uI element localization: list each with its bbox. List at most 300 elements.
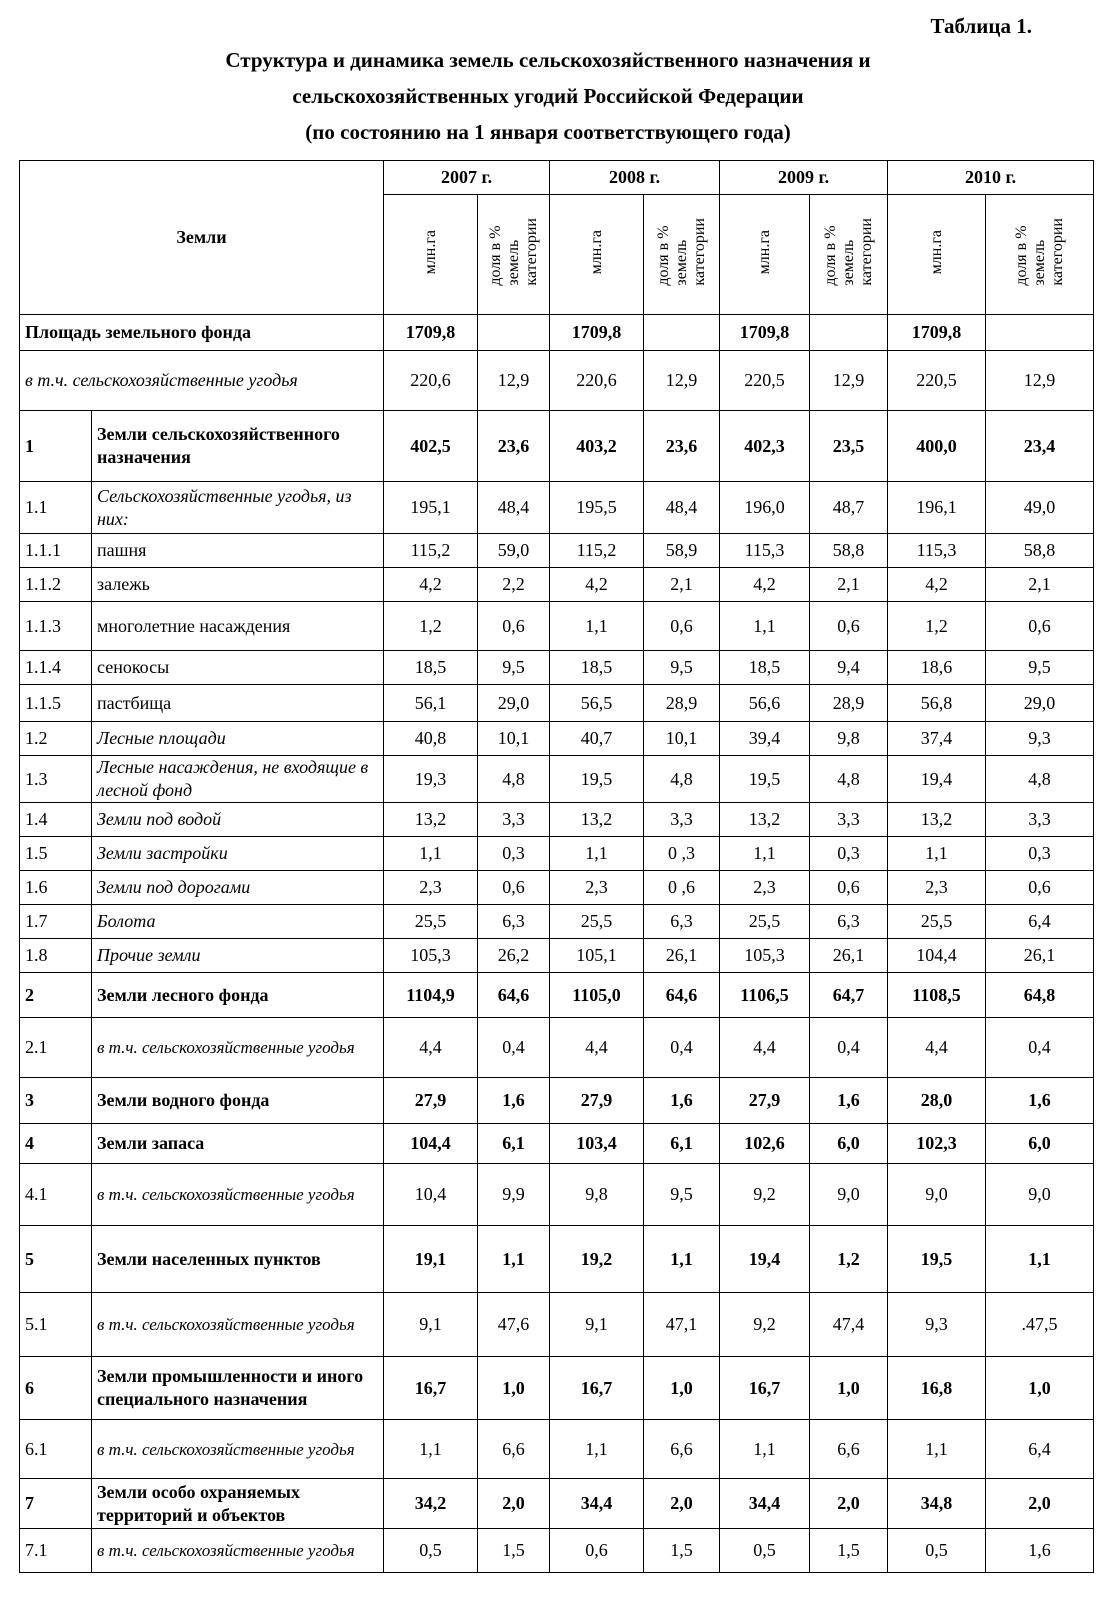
cell-area: 4,4 (550, 1018, 644, 1078)
cell-share (986, 315, 1094, 351)
cell-share: 2,0 (986, 1479, 1094, 1529)
header-unit-share: доля в % земель категории (486, 218, 540, 286)
cell-share: 6,0 (810, 1124, 888, 1164)
row-number: 1 (20, 411, 92, 482)
title-line-1: Структура и динамика земель сельскохозяйственного назначения и (225, 48, 871, 72)
cell-area: 0,5 (720, 1529, 810, 1573)
cell-area: 1,1 (550, 602, 644, 651)
cell-area: 1709,8 (888, 315, 986, 351)
cell-area: 18,6 (888, 651, 986, 685)
cell-area: 102,3 (888, 1124, 986, 1164)
cell-share: 0,4 (478, 1018, 550, 1078)
cell-area: 19,3 (384, 756, 478, 803)
header-unit-area: млн.га (421, 229, 439, 275)
cell-area: 28,0 (888, 1078, 986, 1124)
cell-area: 34,8 (888, 1479, 986, 1529)
cell-share: 9,9 (478, 1164, 550, 1226)
cell-area: 25,5 (384, 905, 478, 939)
cell-area: 1106,5 (720, 973, 810, 1018)
cell-share: 6,0 (986, 1124, 1094, 1164)
cell-area: 115,3 (720, 534, 810, 568)
cell-share (810, 315, 888, 351)
cell-area: 19,2 (550, 1226, 644, 1293)
row-label: пастбища (92, 685, 384, 722)
cell-share: 2,0 (478, 1479, 550, 1529)
cell-area: 19,4 (720, 1226, 810, 1293)
cell-share: 1,5 (644, 1529, 720, 1573)
row-number: 4.1 (20, 1164, 92, 1226)
cell-share: 23,4 (986, 411, 1094, 482)
cell-share: 1,6 (478, 1078, 550, 1124)
cell-area: 56,8 (888, 685, 986, 722)
cell-share: 64,6 (644, 973, 720, 1018)
cell-share: 12,9 (478, 351, 550, 411)
cell-share (644, 315, 720, 351)
cell-area: 1105,0 (550, 973, 644, 1018)
table-row (20, 756, 1094, 803)
row-number: 1.1.5 (20, 685, 92, 722)
row-label: Земли промышленности и иного специального назначения (92, 1357, 384, 1420)
cell-share: 0,4 (644, 1018, 720, 1078)
table-row (20, 411, 1094, 482)
table-row (20, 837, 1094, 871)
cell-share: 12,9 (644, 351, 720, 411)
cell-share: 0,3 (478, 837, 550, 871)
cell-area: 2,3 (550, 871, 644, 905)
row-label: в т.ч. сельскохозяйственные угодья (92, 1529, 384, 1573)
cell-area: 1108,5 (888, 973, 986, 1018)
cell-share: 0,3 (986, 837, 1094, 871)
row-number: 1.3 (20, 756, 92, 803)
cell-share: 26,1 (810, 939, 888, 973)
row-label: многолетние насаждения (92, 602, 384, 651)
cell-share: 1,6 (644, 1078, 720, 1124)
cell-share: 58,8 (810, 534, 888, 568)
cell-share: 0,6 (810, 602, 888, 651)
table-row (20, 1479, 1094, 1529)
table-row (20, 568, 1094, 602)
table-row (20, 973, 1094, 1018)
row-label: в т.ч. сельскохозяйственные угодья (92, 1420, 384, 1479)
cell-share: 6,6 (478, 1420, 550, 1479)
cell-area: 19,1 (384, 1226, 478, 1293)
cell-share: 6,3 (478, 905, 550, 939)
cell-share: 2,0 (810, 1479, 888, 1529)
cell-share: 48,7 (810, 482, 888, 534)
cell-share: 29,0 (478, 685, 550, 722)
row-number: 2 (20, 973, 92, 1018)
cell-area: 1,1 (384, 1420, 478, 1479)
row-label: Сельскохозяйственные угодья, из них: (92, 482, 384, 534)
table-row (20, 1124, 1094, 1164)
cell-share: 9,5 (644, 651, 720, 685)
table-row (20, 534, 1094, 568)
row-number: 5 (20, 1226, 92, 1293)
table-body (20, 315, 1094, 1573)
cell-share: 48,4 (478, 482, 550, 534)
cell-area: 220,6 (384, 351, 478, 411)
row-label: Прочие земли (92, 939, 384, 973)
cell-share: 2,1 (810, 568, 888, 602)
cell-share: 23,5 (810, 411, 888, 482)
cell-share: 1,1 (986, 1226, 1094, 1293)
cell-area: 0,5 (384, 1529, 478, 1573)
table-row (20, 685, 1094, 722)
table-row (20, 803, 1094, 837)
cell-area: 4,2 (720, 568, 810, 602)
cell-share: 0 ,3 (644, 837, 720, 871)
cell-share: 10,1 (478, 722, 550, 756)
cell-share: 64,7 (810, 973, 888, 1018)
table-row (20, 939, 1094, 973)
cell-area: 1,1 (550, 1420, 644, 1479)
cell-share: 58,9 (644, 534, 720, 568)
cell-share: 0,3 (810, 837, 888, 871)
cell-area: 9,3 (888, 1293, 986, 1357)
cell-share: 29,0 (986, 685, 1094, 722)
cell-share: 0,4 (810, 1018, 888, 1078)
row-label: Земли застройки (92, 837, 384, 871)
cell-share: 6,3 (644, 905, 720, 939)
land-structure-table (19, 160, 1094, 1573)
cell-share: 3,3 (644, 803, 720, 837)
cell-area: 402,5 (384, 411, 478, 482)
cell-area: 4,2 (384, 568, 478, 602)
cell-share: 3,3 (810, 803, 888, 837)
cell-share (478, 315, 550, 351)
row-number: 5.1 (20, 1293, 92, 1357)
cell-area: 105,1 (550, 939, 644, 973)
cell-area: 2,3 (720, 871, 810, 905)
header-lands: Земли (20, 161, 384, 315)
row-number: 7.1 (20, 1529, 92, 1573)
cell-share: 1,0 (644, 1357, 720, 1420)
row-number: 1.8 (20, 939, 92, 973)
row-number: 2.1 (20, 1018, 92, 1078)
cell-area: 0,5 (888, 1529, 986, 1573)
cell-share: 9,4 (810, 651, 888, 685)
cell-share: 1,1 (478, 1226, 550, 1293)
cell-share: 1,2 (810, 1226, 888, 1293)
cell-area: 10,4 (384, 1164, 478, 1226)
cell-area: 19,5 (720, 756, 810, 803)
table-row (20, 651, 1094, 685)
table-row (20, 1293, 1094, 1357)
row-label: Болота (92, 905, 384, 939)
table-row (20, 1529, 1094, 1573)
cell-share: 23,6 (478, 411, 550, 482)
cell-share: 6,4 (986, 1420, 1094, 1479)
row-label: Земли под дорогами (92, 871, 384, 905)
table-row (20, 1018, 1094, 1078)
row-label: Земли водного фонда (92, 1078, 384, 1124)
table-row (20, 1164, 1094, 1226)
cell-area: 115,2 (384, 534, 478, 568)
cell-share: 47,1 (644, 1293, 720, 1357)
cell-area: 39,4 (720, 722, 810, 756)
cell-area: 9,8 (550, 1164, 644, 1226)
cell-area: 1,2 (384, 602, 478, 651)
cell-share: 1,0 (810, 1357, 888, 1420)
cell-share: 26,1 (644, 939, 720, 973)
table-row (20, 1420, 1094, 1479)
cell-area: 9,1 (384, 1293, 478, 1357)
cell-area: 40,7 (550, 722, 644, 756)
cell-share: 1,0 (986, 1357, 1094, 1420)
cell-share: 9,5 (644, 1164, 720, 1226)
cell-share: 48,4 (644, 482, 720, 534)
row-number: 1.7 (20, 905, 92, 939)
cell-area: 1,1 (720, 602, 810, 651)
cell-area: 34,4 (550, 1479, 644, 1529)
cell-area: 4,2 (550, 568, 644, 602)
row-number: 4 (20, 1124, 92, 1164)
table-row (20, 482, 1094, 534)
cell-share: 6,1 (644, 1124, 720, 1164)
cell-area: 13,2 (550, 803, 644, 837)
row-number: 6 (20, 1357, 92, 1420)
cell-area: 18,5 (384, 651, 478, 685)
cell-area: 1,2 (888, 602, 986, 651)
cell-area: 27,9 (550, 1078, 644, 1124)
cell-share: 9,0 (986, 1164, 1094, 1226)
cell-area: 16,7 (550, 1357, 644, 1420)
row-number: 7 (20, 1479, 92, 1529)
cell-area: 4,4 (384, 1018, 478, 1078)
row-label: Лесные площади (92, 722, 384, 756)
cell-area: 1709,8 (720, 315, 810, 351)
cell-share: 12,9 (810, 351, 888, 411)
table-number: Таблица 1. (930, 14, 1032, 38)
cell-area: 1,1 (550, 837, 644, 871)
row-number: 1.1.3 (20, 602, 92, 651)
table-row (20, 315, 1094, 351)
cell-area: 34,2 (384, 1479, 478, 1529)
cell-area: 25,5 (550, 905, 644, 939)
row-label: Земли под водой (92, 803, 384, 837)
cell-share: 1,6 (810, 1078, 888, 1124)
cell-share: 47,4 (810, 1293, 888, 1357)
header-year-2007: 2007 г. (384, 161, 550, 195)
header-unit-share: доля в % земель категории (821, 218, 875, 286)
cell-share: 2,1 (986, 568, 1094, 602)
cell-area: 1,1 (720, 1420, 810, 1479)
cell-area: 104,4 (384, 1124, 478, 1164)
cell-share: 28,9 (644, 685, 720, 722)
header-unit-share: доля в % земель категории (654, 218, 708, 286)
cell-area: 13,2 (384, 803, 478, 837)
cell-share: 64,8 (986, 973, 1094, 1018)
cell-area: 9,0 (888, 1164, 986, 1226)
cell-area: 403,2 (550, 411, 644, 482)
row-number: 1.1.1 (20, 534, 92, 568)
row-label: в т.ч. сельскохозяйственные угодья (92, 1293, 384, 1357)
cell-share: 6,6 (644, 1420, 720, 1479)
cell-area: 4,4 (888, 1018, 986, 1078)
row-number: 1.1 (20, 482, 92, 534)
cell-share: 26,1 (986, 939, 1094, 973)
cell-share: 3,3 (986, 803, 1094, 837)
header-year-2010: 2010 г. (888, 161, 1094, 195)
cell-share: 0,6 (986, 871, 1094, 905)
cell-share: 4,8 (478, 756, 550, 803)
cell-area: 220,5 (888, 351, 986, 411)
cell-area: 105,3 (384, 939, 478, 973)
cell-area: 1709,8 (384, 315, 478, 351)
table-row (20, 351, 1094, 411)
cell-share: 1,6 (986, 1078, 1094, 1124)
cell-area: 19,5 (888, 1226, 986, 1293)
row-number: 1.1.4 (20, 651, 92, 685)
table-row (20, 1226, 1094, 1293)
cell-share: 0,6 (810, 871, 888, 905)
cell-share: 6,6 (810, 1420, 888, 1479)
cell-area: 27,9 (384, 1078, 478, 1124)
row-label: залежь (92, 568, 384, 602)
cell-area: 40,8 (384, 722, 478, 756)
cell-share: 0,4 (986, 1018, 1094, 1078)
header-unit-area: млн.га (587, 229, 605, 275)
row-number: 1.1.2 (20, 568, 92, 602)
cell-area: 19,5 (550, 756, 644, 803)
row-number: 1.2 (20, 722, 92, 756)
cell-area: 4,2 (888, 568, 986, 602)
cell-area: 19,4 (888, 756, 986, 803)
cell-area: 115,3 (888, 534, 986, 568)
cell-area: 56,1 (384, 685, 478, 722)
cell-area: 196,1 (888, 482, 986, 534)
cell-share: 64,6 (478, 973, 550, 1018)
cell-share: 28,9 (810, 685, 888, 722)
cell-share: 9,5 (986, 651, 1094, 685)
cell-area: 220,5 (720, 351, 810, 411)
cell-share: 49,0 (986, 482, 1094, 534)
table-row (20, 1078, 1094, 1124)
cell-area: 25,5 (720, 905, 810, 939)
row-label: Земли населенных пунктов (92, 1226, 384, 1293)
cell-area: 4,4 (720, 1018, 810, 1078)
cell-area: 115,2 (550, 534, 644, 568)
row-label: в т.ч. сельскохозяйственные угодья (92, 1018, 384, 1078)
cell-share: 23,6 (644, 411, 720, 482)
cell-share: 0 ,6 (644, 871, 720, 905)
cell-area: 9,1 (550, 1293, 644, 1357)
cell-share: 2,1 (644, 568, 720, 602)
cell-area: 1,1 (888, 1420, 986, 1479)
cell-share: .47,5 (986, 1293, 1094, 1357)
cell-area: 2,3 (888, 871, 986, 905)
row-number: 1.6 (20, 871, 92, 905)
row-label: в т.ч. сельскохозяйственные угодья (20, 351, 384, 411)
header-unit-area: млн.га (927, 229, 945, 275)
cell-share: 6,3 (810, 905, 888, 939)
cell-share: 1,6 (986, 1529, 1094, 1573)
cell-area: 102,6 (720, 1124, 810, 1164)
cell-area: 195,5 (550, 482, 644, 534)
cell-area: 2,3 (384, 871, 478, 905)
cell-share: 26,2 (478, 939, 550, 973)
row-number: 1.5 (20, 837, 92, 871)
row-label: Лесные насаждения, не входящие в лесной фонд (92, 756, 384, 803)
cell-area: 56,5 (550, 685, 644, 722)
cell-share: 9,8 (810, 722, 888, 756)
cell-share: 2,0 (644, 1479, 720, 1529)
cell-area: 25,5 (888, 905, 986, 939)
cell-area: 16,7 (720, 1357, 810, 1420)
row-label: Земли лесного фонда (92, 973, 384, 1018)
cell-area: 1,1 (720, 837, 810, 871)
cell-area: 16,7 (384, 1357, 478, 1420)
table-row (20, 722, 1094, 756)
table-row (20, 1357, 1094, 1420)
cell-share: 0,6 (478, 602, 550, 651)
cell-area: 1104,9 (384, 973, 478, 1018)
cell-area: 13,2 (720, 803, 810, 837)
cell-area: 400,0 (888, 411, 986, 482)
cell-area: 18,5 (720, 651, 810, 685)
header-unit-share: доля в % земель категории (1012, 218, 1066, 286)
row-number: 3 (20, 1078, 92, 1124)
cell-area: 27,9 (720, 1078, 810, 1124)
cell-share: 0,6 (986, 602, 1094, 651)
cell-area: 1,1 (384, 837, 478, 871)
cell-area: 1,1 (888, 837, 986, 871)
cell-share: 9,0 (810, 1164, 888, 1226)
cell-share: 59,0 (478, 534, 550, 568)
cell-share: 47,6 (478, 1293, 550, 1357)
cell-share: 3,3 (478, 803, 550, 837)
header-unit-area: млн.га (755, 229, 773, 275)
cell-share: 58,8 (986, 534, 1094, 568)
cell-area: 56,6 (720, 685, 810, 722)
row-label: Площадь земельного фонда (20, 315, 384, 351)
cell-area: 0,6 (550, 1529, 644, 1573)
cell-share: 10,1 (644, 722, 720, 756)
table-row (20, 871, 1094, 905)
cell-share: 4,8 (810, 756, 888, 803)
cell-share: 6,1 (478, 1124, 550, 1164)
cell-area: 9,2 (720, 1164, 810, 1226)
cell-area: 104,4 (888, 939, 986, 973)
cell-area: 402,3 (720, 411, 810, 482)
cell-area: 220,6 (550, 351, 644, 411)
title-line-2: сельскохозяйственных угодий Российской Федерации (292, 84, 804, 108)
cell-area: 16,8 (888, 1357, 986, 1420)
cell-share: 2,2 (478, 568, 550, 602)
row-number: 1.4 (20, 803, 92, 837)
cell-share: 1,1 (644, 1226, 720, 1293)
cell-area: 9,2 (720, 1293, 810, 1357)
cell-area: 195,1 (384, 482, 478, 534)
row-label: Земли особо охраняемых территорий и объектов (92, 1479, 384, 1529)
cell-share: 9,5 (478, 651, 550, 685)
cell-share: 1,5 (810, 1529, 888, 1573)
cell-share: 0,6 (644, 602, 720, 651)
table-row (20, 905, 1094, 939)
table-row (20, 602, 1094, 651)
row-label: сенокосы (92, 651, 384, 685)
row-label: Земли сельскохозяйственного назначения (92, 411, 384, 482)
cell-share: 9,3 (986, 722, 1094, 756)
cell-share: 0,6 (478, 871, 550, 905)
header-year-2008: 2008 г. (550, 161, 720, 195)
cell-area: 37,4 (888, 722, 986, 756)
cell-area: 34,4 (720, 1479, 810, 1529)
cell-area: 1709,8 (550, 315, 644, 351)
cell-share: 4,8 (644, 756, 720, 803)
row-label: Земли запаса (92, 1124, 384, 1164)
cell-area: 103,4 (550, 1124, 644, 1164)
